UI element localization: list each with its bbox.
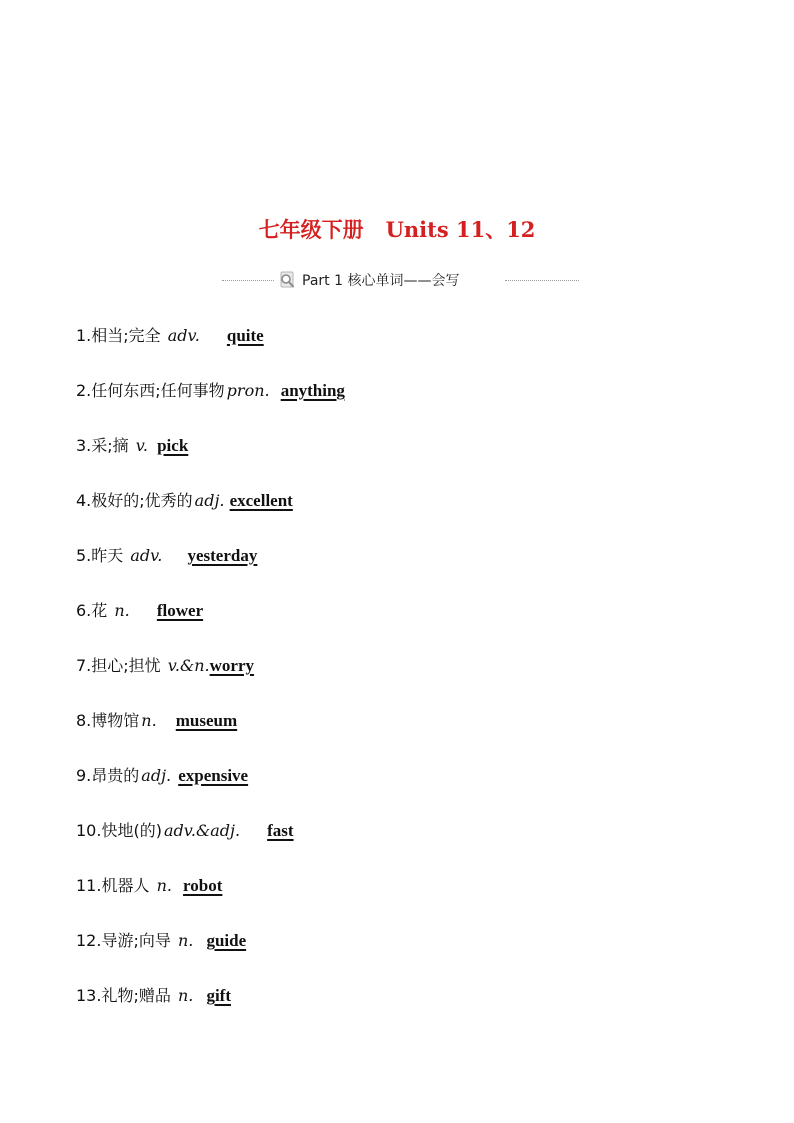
item-pos: v.&n. bbox=[167, 656, 210, 675]
item-chinese: 采;摘 bbox=[91, 436, 129, 455]
item-number: 3. bbox=[76, 436, 92, 455]
section-divider-left bbox=[222, 280, 274, 281]
item-pos: adj. bbox=[194, 491, 225, 510]
item-pos: n. bbox=[156, 876, 172, 895]
item-number: 2. bbox=[76, 381, 92, 400]
item-chinese: 花 bbox=[91, 601, 108, 620]
item-answer: expensive bbox=[178, 766, 249, 785]
vocab-item bbox=[76, 379, 716, 434]
vocab-list bbox=[76, 324, 716, 1039]
item-pos: n. bbox=[114, 601, 130, 620]
item-chinese: 昂贵的 bbox=[91, 766, 140, 785]
item-number: 6. bbox=[76, 601, 92, 620]
item-answer: fast bbox=[267, 821, 294, 840]
vocab-item bbox=[76, 819, 716, 874]
vocab-item bbox=[76, 929, 716, 984]
item-chinese: 导游;向导 bbox=[101, 931, 171, 950]
item-number: 13. bbox=[76, 986, 102, 1005]
vocab-item bbox=[76, 489, 716, 544]
vocab-item bbox=[76, 434, 716, 489]
item-number: 1. bbox=[76, 326, 92, 345]
item-chinese: 机器人 bbox=[101, 876, 150, 895]
vocab-item bbox=[76, 599, 716, 654]
item-answer: quite bbox=[226, 326, 264, 345]
item-number: 4. bbox=[76, 491, 92, 510]
section-header bbox=[222, 268, 579, 292]
item-pos: adv. bbox=[130, 546, 163, 565]
item-pos: adv. bbox=[167, 326, 200, 345]
item-number: 12. bbox=[76, 931, 102, 950]
vocab-item bbox=[76, 654, 716, 709]
item-chinese: 任何东西;任何事物 bbox=[91, 381, 225, 400]
item-answer: gift bbox=[206, 986, 231, 1005]
item-chinese: 博物馆 bbox=[91, 711, 140, 730]
item-answer: anything bbox=[280, 381, 345, 400]
title-units: Units 11、12 bbox=[385, 217, 536, 242]
item-chinese: 极好的;优秀的 bbox=[91, 491, 193, 510]
item-number: 5. bbox=[76, 546, 92, 565]
vocab-item bbox=[76, 874, 716, 929]
item-answer: yesterday bbox=[187, 546, 258, 565]
section-label: Part 1 核心单词——会写 bbox=[302, 273, 460, 289]
vocab-item bbox=[76, 984, 716, 1039]
vocab-item bbox=[76, 709, 716, 764]
page-title bbox=[0, 214, 794, 244]
item-pos: n. bbox=[177, 931, 194, 950]
item-number: 8. bbox=[76, 711, 92, 730]
vocab-item bbox=[76, 324, 716, 379]
item-answer: pick bbox=[157, 436, 189, 455]
item-pos: v. bbox=[135, 436, 148, 455]
item-chinese: 相当;完全 bbox=[91, 326, 161, 345]
title-grade: 七年级下册 bbox=[258, 217, 364, 242]
item-pos: adv.&adj. bbox=[163, 821, 241, 840]
item-chinese: 担心;担忧 bbox=[91, 656, 161, 675]
item-answer: guide bbox=[206, 931, 247, 950]
item-chinese: 昨天 bbox=[91, 546, 124, 565]
item-answer: excellent bbox=[229, 491, 293, 510]
item-pos: n. bbox=[141, 711, 157, 730]
section-divider-right bbox=[505, 280, 579, 281]
item-number: 7. bbox=[76, 656, 92, 675]
item-pos: adj. bbox=[141, 766, 172, 785]
item-number: 9. bbox=[76, 766, 92, 785]
magnifier-icon bbox=[278, 271, 296, 289]
item-chinese: 礼物;赠品 bbox=[101, 986, 171, 1005]
item-answer: museum bbox=[175, 711, 238, 730]
item-answer: worry bbox=[209, 656, 254, 675]
item-pos: pron. bbox=[226, 381, 270, 400]
vocab-item bbox=[76, 764, 716, 819]
item-answer: robot bbox=[183, 876, 223, 895]
vocab-item bbox=[76, 544, 716, 599]
item-number: 11. bbox=[76, 876, 102, 895]
item-number: 10. bbox=[76, 821, 102, 840]
item-answer: flower bbox=[156, 601, 204, 620]
item-pos: n. bbox=[177, 986, 194, 1005]
item-chinese: 快地(的) bbox=[101, 821, 162, 840]
